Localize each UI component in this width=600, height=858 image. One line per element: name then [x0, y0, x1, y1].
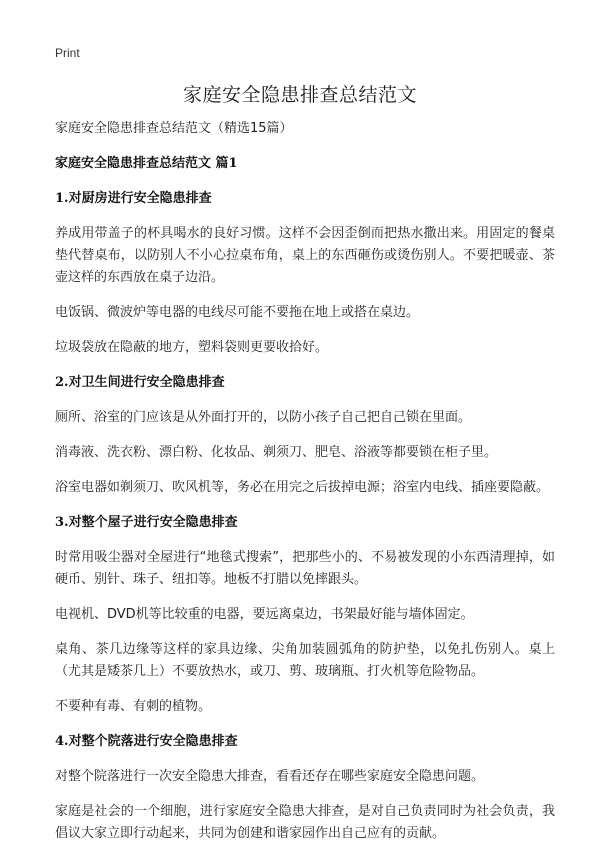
- paragraph: 垃圾袋放在隐蔽的地方，塑料袋则更要收拾好。: [55, 340, 329, 355]
- paragraph: 厕所、浴室的门应该是从外面打开的，以防小孩子自己把自己锁在里面。: [55, 410, 472, 425]
- paragraph: 浴室电器如剃须刀、吹风机等，务必在用完之后拔掉电源；浴室内电线、插座要隐蔽。: [55, 480, 550, 495]
- paragraph: 家庭是社会的一个细胞，进行家庭安全隐患大排查，是对自己负责同时为社会负责，我倡议大家立即行动起来，共同为创建和谐家园作出自己应有的贡献。: [55, 804, 555, 841]
- paragraph: 消毒液、洗衣粉、漂白粉、化妆品、剃须刀、肥皂、浴液等都要锁在柜子里。: [55, 445, 498, 460]
- print-label: Print: [55, 46, 80, 60]
- paragraph: 不要种有毒、有刺的植物。: [55, 699, 212, 714]
- page-title: 家庭安全隐患排查总结范文: [182, 84, 417, 106]
- paragraph: 养成用带盖子的杯具喝水的良好习惯。这样不会因歪倒而把热水撒出来。用固定的餐桌垫代替桌布，以防别人不小心拉桌布角，桌上的东西砸伤或烫伤别人。不要把暖壶、茶壶这样的东西放在桌子边沿。: [55, 226, 555, 285]
- paragraph: 电饭锅、微波炉等电器的电线尽可能不要拖在地上或搭在桌边。: [55, 305, 420, 320]
- section-heading-house: 3.对整个屋子进行安全隐患排查: [55, 515, 238, 530]
- paragraph: 电视机、DVD机等比较重的电器，要远离桌边，书架最好能与墙体固定。: [55, 607, 474, 622]
- section-heading-bathroom: 2.对卫生间进行安全隐患排查: [55, 375, 225, 390]
- document-body: [55, 118, 555, 858]
- paragraph: 时常用吸尘器对全屋进行“地毯式搜索”，把那些小的、不易被发现的小东西清理掉，如硬币、别针、珠子、纽扣等。地板不打腊以免摔跟头。: [55, 550, 555, 587]
- chapter-heading: 家庭安全隐患排查总结范文 篇1: [55, 156, 238, 171]
- section-heading-courtyard: 4.对整个院落进行安全隐患排查: [55, 734, 238, 749]
- section-heading-kitchen: 1.对厨房进行安全隐患排查: [55, 191, 212, 206]
- paragraph: 桌角、茶几边缘等这样的家具边缘、尖角加装圆弧角的防护垫，以免扎伤别人。桌上（尤其是矮茶几上）不要放热水，或刀、剪、玻璃瓶、打火机等危险物品。: [55, 642, 555, 679]
- paragraph: 对整个院落进行一次安全隐患大排查，看看还存在哪些家庭安全隐患问题。: [55, 769, 485, 784]
- document-subtitle: 家庭安全隐患排查总结范文（精选15篇）: [55, 121, 293, 136]
